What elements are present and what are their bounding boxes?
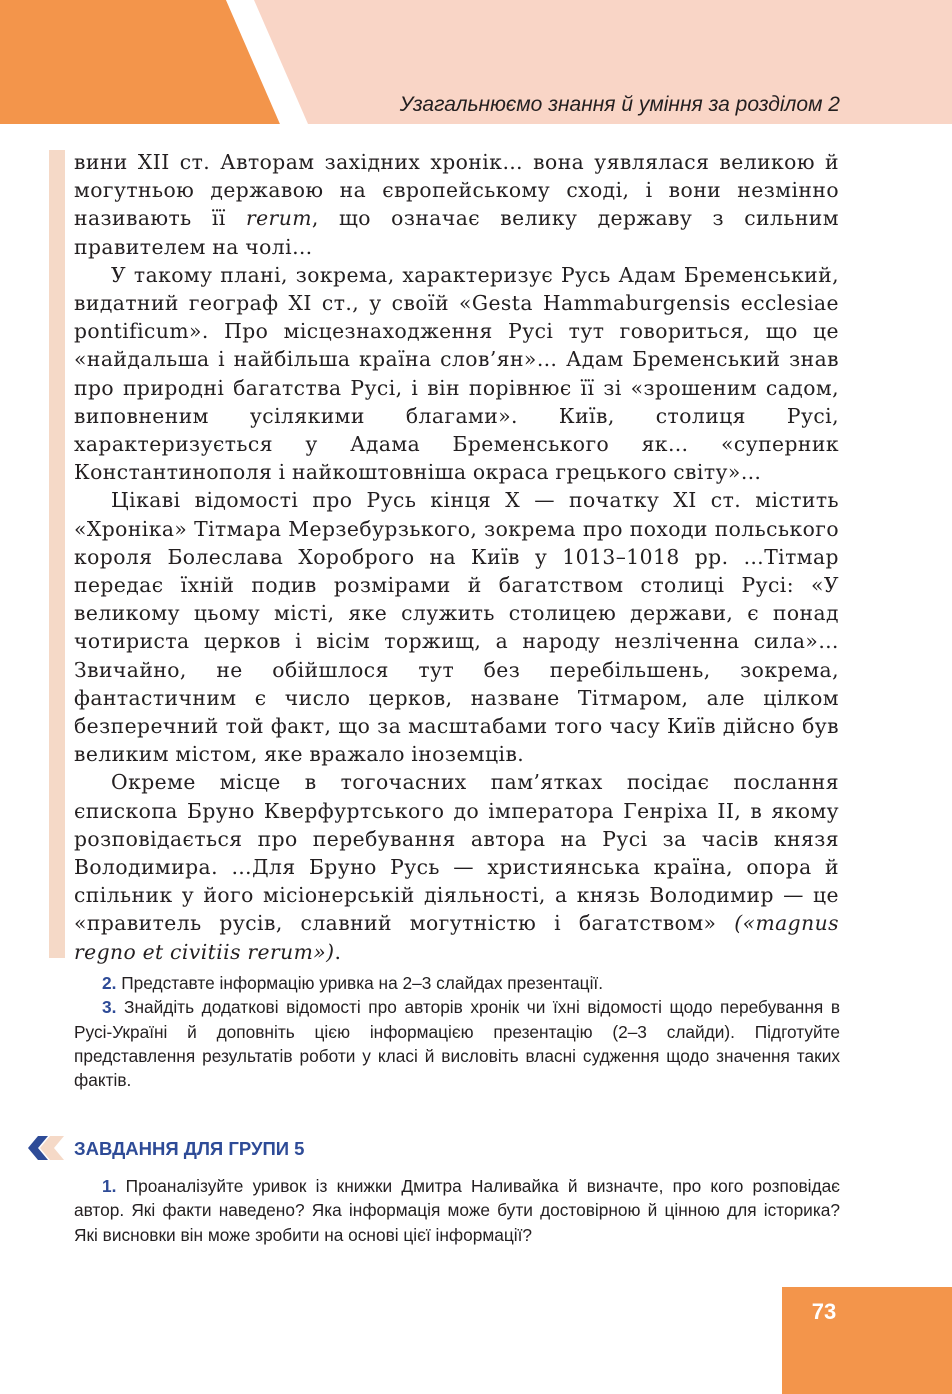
passage-italic-text: rerum	[245, 206, 312, 231]
passage-text: вини XII ст. Авторам західних хронік… вона уявлялася великою й могутньою державою на європейському сході, і вони незмінно називають її	[74, 150, 839, 231]
task-number: 2.	[102, 973, 117, 993]
task-item	[74, 971, 840, 995]
passage-text: .	[334, 939, 342, 964]
task-number: 1.	[102, 1176, 117, 1196]
task-list	[74, 971, 840, 1092]
source-passage	[74, 148, 839, 966]
page-number: 73	[811, 1299, 837, 1324]
group-heading	[28, 1134, 548, 1164]
task-item	[74, 995, 840, 1092]
task-number: 3.	[102, 997, 117, 1018]
group-task-list	[74, 1174, 840, 1247]
section-header-title: Узагальнюємо знання й уміння за розділом 2	[399, 93, 840, 116]
quote-bar	[49, 150, 65, 958]
passage-paragraph: Цікаві відомості про Русь кінця X — початку XI ст. містить «Хроніка» Тітмара Мерзебурзького, зокрема про походи польського короля Болеслава Хороброго на Київ у 1013–1018 рр. …Тітмар передає їхній подив розмірами й багатством столиці Русі: «У великому цьому місті, яке служить столицею держави, є понад чотириста церков і вісім торжищ, а народу незліченна сила»… Звичайно, не обійшлося тут без перебільшень, зокрема, фантастичним є число церков, назване Тітмаром, але цілком безперечний той факт, що за масштабами того часу Київ дійсно був великим містом, яке вражало іноземців.	[74, 488, 839, 767]
passage-paragraph	[74, 768, 839, 965]
passage-text: , що означає велику державу з сильним правителем на чолі…	[74, 206, 839, 259]
page-number-box	[782, 1287, 952, 1394]
task-text: Представте інформацію уривка на 2–3 слайдах презентації.	[121, 973, 604, 993]
passage-italic-text: («magnus regno et civitiis rerum»)	[74, 911, 839, 964]
passage-paragraph	[74, 148, 839, 261]
task-text: Проаналізуйте уривок із книжки Дмитра Наливайка й визначте, про кого розповідає автор. Які факти наведено? Яка інформація може бути достовірною й цінною для історика? Які висновки він може зробити на основі цієї інформації?	[74, 1176, 840, 1245]
task-text: Знайдіть додаткові відомості про авторів хронік чи їхні відомості щодо перебування в Русі-Україні й доповніть цією інформацією презентацію (2–3 слайди). Підготуйте представлення результатів роботи у класі й висловіть власні судження щодо значення таких фактів.	[74, 997, 840, 1091]
double-chevron-left-icon	[28, 1136, 68, 1160]
passage-paragraph: У такому плані, зокрема, характеризує Русь Адам Бременський, видатний географ XI ст., у своїй «Gesta Hammaburgensis ecclesiae pontificum». Про місцезнаходження Русі тут говориться, що це «найдальша і найбільша країна слов’ян»… Адам Бременський знав про природні багатства Русі, і він порівнює її зі «зрошеним садом, виповненим усілякими благами». Київ, столиця Русі, характеризується у Адама Бременського як… «суперник Константинополя і найкоштовніша окраса грецького світу»…	[74, 262, 839, 485]
group-title: ЗАВДАННЯ ДЛЯ ГРУПИ 5	[74, 1138, 305, 1159]
passage-text: Окреме місце в тогочасних пам’ятках посідає послання єпископа Бруно Кверфуртського до імператора Генріха II, в якому розповідається про перебування автора на Русі за часів князя Володимира. …Для Бруно Русь — християнська країна, опора й спільник у його місіонерській діяльності, а князь Володимир — це «правитель русів, славний могутністю і багатством»	[74, 770, 839, 936]
task-item	[74, 1174, 840, 1247]
